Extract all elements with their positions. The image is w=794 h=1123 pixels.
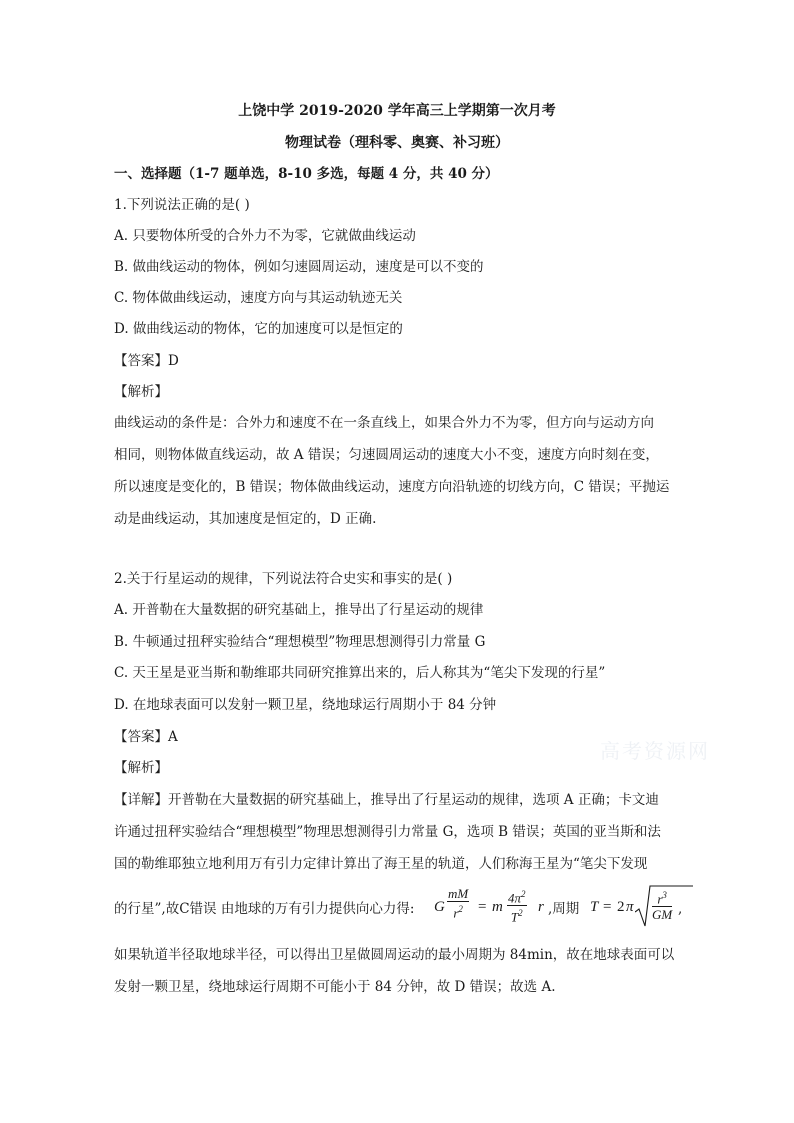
q1-option-a: A. 只要物体所受的合外力不为零，它就做曲线运动 (114, 228, 416, 244)
q2-option-a: A. 开普勒在大量数据的研究基础上，推导出了行星运动的规律 (114, 602, 484, 618)
q2-tail-line: 发射一颗卫星，绕地球运行周期不可能小于 84 分钟，故 D 错误；故选 A. (114, 979, 556, 995)
section-heading: 一、选择题（1-7 题单选，8-10 多选，每题 4 分，共 40 分） (114, 166, 499, 182)
q2-answer: 【答案】A (114, 729, 178, 745)
q2-detail-line: 国的勒维耶独立地利用万有引力定律计算出了海王星的轨道，人们称海王星为“笔尖下发现 (114, 856, 648, 872)
q2-analysis-label: 【解析】 (114, 760, 168, 776)
watermark-logo: 高考资源网 (600, 739, 710, 763)
exam-title: 上饶中学 2019-2020 学年高三上学期第一次月考 (238, 103, 556, 119)
q2-formula-suffix: , (678, 901, 683, 917)
q1-analysis-line: 动是曲线运动，其加速度是恒定的，D 正确. (114, 511, 377, 527)
q1-answer: 【答案】D (114, 353, 179, 369)
q2-option-c: C. 天王星是亚当斯和勒维耶共同研究推算出来的，后人称其为“笔尖下发现的行星” (114, 665, 606, 681)
q2-option-d: D. 在地球表面可以发射一颗卫星，绕地球运行周期小于 84 分钟 (114, 697, 497, 713)
q2-detail-line (114, 790, 659, 810)
q1-analysis-line: 所以速度是变化的，B 错误；物体做曲线运动，速度方向沿轨迹的切线方向，C 错误；平抛运 (114, 479, 670, 495)
q2-option-b: B. 牛顿通过扭秤实验结合“理想模型”物理思想测得引力常量 G (114, 634, 486, 650)
q1-analysis-label: 【解析】 (114, 384, 168, 400)
q1-analysis-line: 曲线运动的条件是：合外力和速度不在一条直线上，如果合外力不为零，但方向与运动方向 (114, 415, 654, 431)
q1-stem: 1.下列说法正确的是( ) (114, 197, 250, 213)
exam-subtitle: 物理试卷（理科零、奥赛、补习班） (285, 135, 509, 151)
q2-detail-label: 【详解】 (114, 792, 168, 808)
q2-detail-line: 许通过扭秤实验结合“理想模型”物理思想测得引力常量 G，选项 B 错误；英国的亚当斯和法 (114, 824, 661, 840)
period-formula: T = 2 π $\frac{r^3}{GM}$ (590, 884, 690, 932)
q1-option-c: C. 物体做曲线运动，速度方向与其运动轨迹无关 (114, 290, 403, 306)
q1-analysis-line: 相同，则物体做直线运动，故 A 错误；匀速圆周运动的速度大小不变，速度方向时刻在变， (114, 447, 659, 463)
q1-option-b: B. 做曲线运动的物体，例如匀速圆周运动，速度是可以不变的 (114, 259, 484, 275)
gravitation-formula: G $\frac{mM}{r^2}$ = m $\frac{4\pi^2}{T^2}$ r (434, 886, 544, 925)
q2-detail-text: 开普勒在大量数据的研究基础上，推导出了行星运动的规律，选项 A 正确；卡文迪 (168, 792, 659, 808)
q2-formula-prefix: 的行星”,故C错误 由地球的万有引力提供向心力得: (114, 901, 415, 917)
q2-tail-line: 如果轨道半径取地球半径，可以得出卫星做圆周运动的最小周期为 84min，故在地球表面可以 (114, 947, 675, 963)
q1-option-d: D. 做曲线运动的物体，它的加速度可以是恒定的 (114, 321, 403, 337)
q2-stem: 2.关于行星运动的规律，下列说法符合史实和事实的是( ) (114, 571, 453, 587)
q2-period-label: ,周期 (548, 901, 580, 917)
